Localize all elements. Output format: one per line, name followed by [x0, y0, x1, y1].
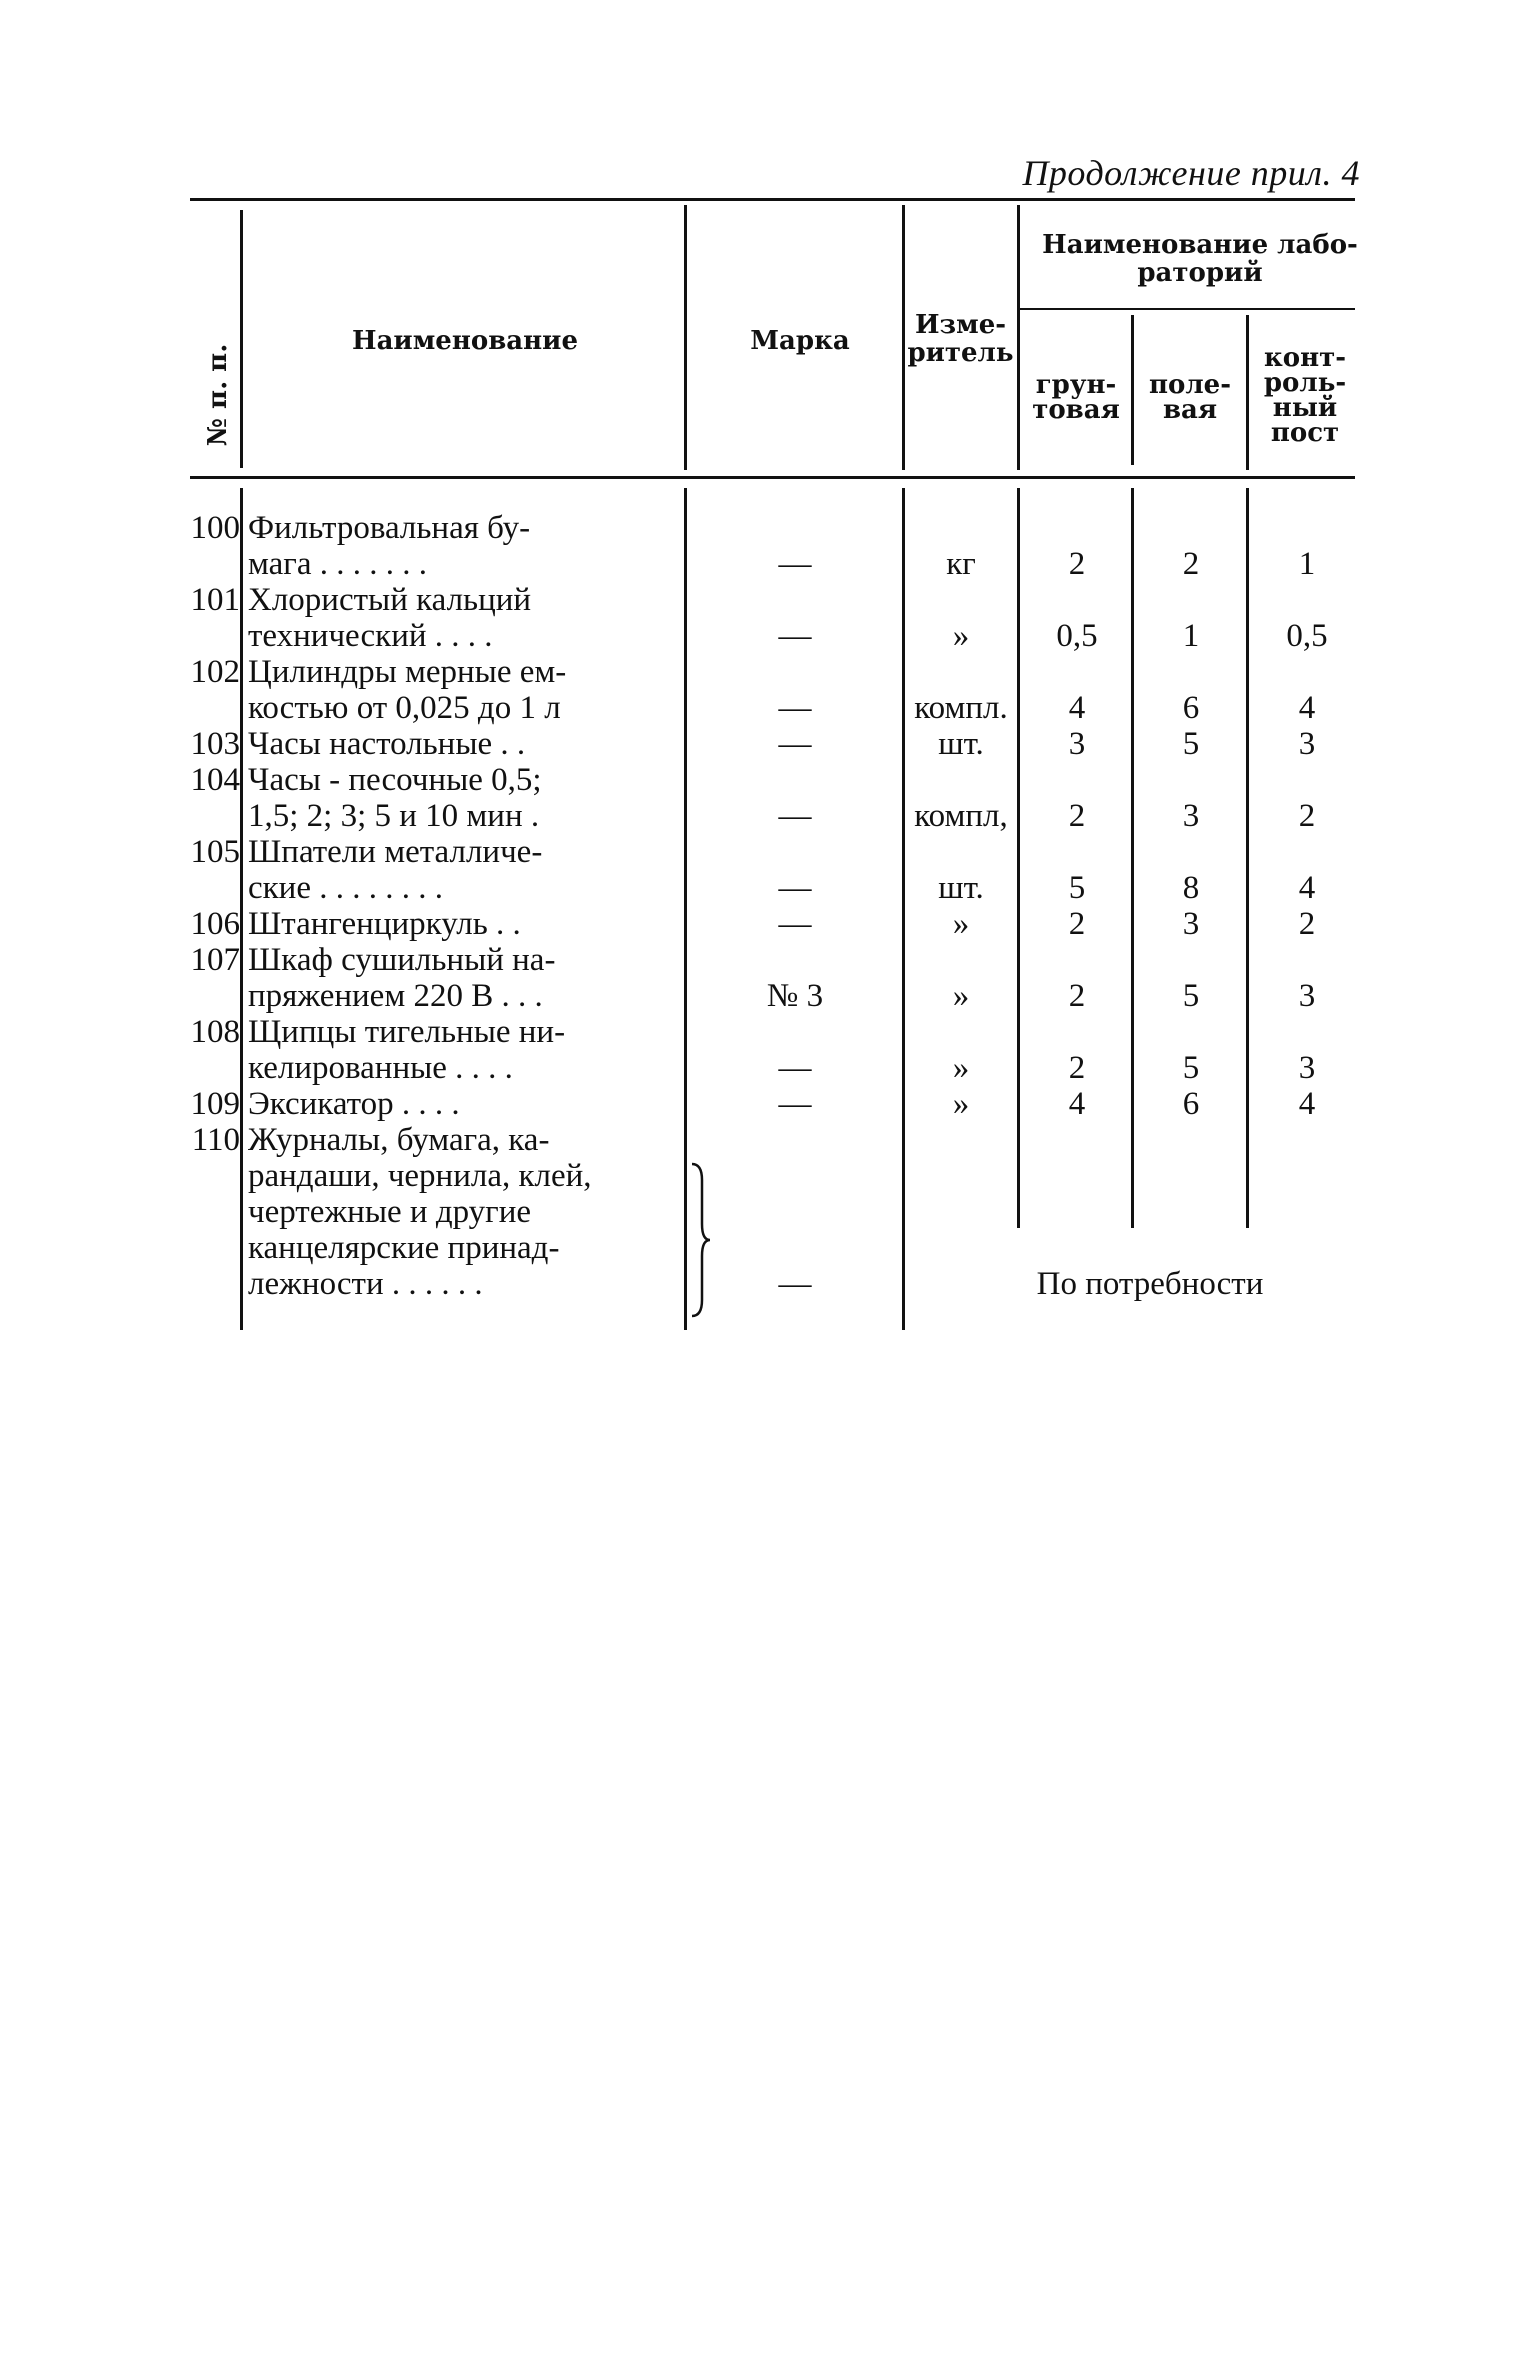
curly-brace-icon [688, 1160, 712, 1320]
lab1-value: 3 [1068, 726, 1086, 762]
item-name-line: 1,5; 2; 3; 5 и 10 мин . [248, 798, 540, 834]
row-number: 108 [190, 1014, 240, 1050]
lab1-value: 4 [1068, 690, 1086, 726]
header-labs-line1: Наименование лабо- [1042, 230, 1358, 260]
lab1-value: 2 [1068, 978, 1086, 1014]
row-number: 107 [190, 942, 240, 978]
lab1-value: 5 [1068, 870, 1086, 906]
row-number: 102 [190, 654, 240, 690]
row-number: 104 [190, 762, 240, 798]
header-num: № п. п. [203, 343, 233, 447]
lab2-value: 6 [1182, 690, 1200, 726]
row-number: 100 [190, 510, 240, 546]
lab2-value: 5 [1182, 1050, 1200, 1086]
page-heading: Продолжение прил. 4 [1022, 153, 1360, 193]
item-unit: компл. [914, 690, 1008, 726]
header-divider [684, 205, 687, 470]
item-mark: — [778, 906, 812, 942]
item-name-line: рандаши, чернила, клей, [248, 1158, 592, 1194]
item-mark: — [778, 546, 812, 582]
item-unit: » [952, 1050, 970, 1086]
item-name-line: мага . . . . . . . [248, 546, 427, 582]
body-divider [240, 488, 243, 1330]
item-unit: кг [946, 546, 976, 582]
item-name-line: Фильтровальная бу- [248, 510, 531, 546]
item-name-line: технический . . . . [248, 618, 493, 654]
item-unit: шт. [938, 726, 984, 762]
item-unit: » [952, 906, 970, 942]
body-divider [1017, 488, 1020, 1228]
item-name-line: келированные . . . . [248, 1050, 513, 1086]
lab3-value: 3 [1298, 978, 1316, 1014]
lab2-value: 5 [1182, 726, 1200, 762]
header-unit-line2: ритель [907, 338, 1014, 368]
item-name-line: Часы - песочные 0,5; [248, 762, 542, 798]
header-bottom-rule [190, 476, 1355, 479]
lab3-value: 2 [1298, 798, 1316, 834]
lab2-value: 6 [1182, 1086, 1200, 1122]
lab2-value: 3 [1182, 798, 1200, 834]
lab3-value: 3 [1298, 1050, 1316, 1086]
lab1-value: 2 [1068, 906, 1086, 942]
header-mark: Марка [750, 326, 850, 356]
item-mark: — [778, 690, 812, 726]
header-lab1-line1: грун- [1035, 370, 1117, 400]
lab2-value: 3 [1182, 906, 1200, 942]
header-name: Наименование [352, 326, 578, 356]
header-lab1-line2: товая [1032, 395, 1120, 425]
item-name-line: чертежные и другие [248, 1194, 532, 1230]
header-lab3-line1: конт- [1263, 343, 1347, 373]
item-mark: — [778, 1050, 812, 1086]
item-name-line: лежности . . . . . . [248, 1266, 483, 1302]
item-unit: шт. [938, 870, 984, 906]
header-labs-line2: раторий [1137, 258, 1263, 288]
lab1-value: 2 [1068, 798, 1086, 834]
lab3-value: 3 [1298, 726, 1316, 762]
item-name-line: Эксикатор . . . . [248, 1086, 460, 1122]
header-lab3-line4: пост [1270, 418, 1340, 448]
lab2-value: 1 [1182, 618, 1200, 654]
table-top-rule [190, 198, 1355, 201]
lab2-value: 2 [1182, 546, 1200, 582]
lab1-value: 2 [1068, 1050, 1086, 1086]
header-unit-line1: Изме- [914, 310, 1007, 340]
item-mark: — [778, 618, 812, 654]
lab2-value: 8 [1182, 870, 1200, 906]
item-name-line: Журналы, бумага, ка- [248, 1122, 550, 1158]
lab1-value: 2 [1068, 546, 1086, 582]
lab3-value: 4 [1298, 690, 1316, 726]
lab1-value: 0,5 [1056, 618, 1098, 654]
item-name-line: костью от 0,025 до 1 л [248, 690, 561, 726]
item-mark: — [778, 870, 812, 906]
item-name-line: пряжением 220 В . . . [248, 978, 543, 1014]
body-divider [684, 488, 687, 1330]
row-number: 101 [190, 582, 240, 618]
item-unit: » [952, 618, 970, 654]
as-needed-value: По потребности [1036, 1266, 1264, 1302]
header-lab2-line2: вая [1162, 395, 1218, 425]
lab3-value: 1 [1298, 546, 1316, 582]
item-mark: — [778, 1086, 812, 1122]
header-lab3-line3: ный [1272, 393, 1338, 423]
item-name-line: Хлористый кальций [248, 582, 532, 618]
row-number: 110 [191, 1122, 240, 1158]
item-name-line: Шпатели металличе- [248, 834, 543, 870]
item-name-line: Щипцы тигельные ни- [248, 1014, 566, 1050]
row-number: 105 [190, 834, 240, 870]
item-unit: » [952, 978, 970, 1014]
header-lab2-line1: поле- [1148, 370, 1232, 400]
header-lab3-line2: роль- [1263, 368, 1347, 398]
item-name-line: Часы настольные . . [248, 726, 526, 762]
lab3-value: 4 [1298, 1086, 1316, 1122]
item-mark: — [778, 798, 812, 834]
body-divider [1246, 488, 1249, 1228]
item-mark: — [778, 726, 812, 762]
item-name-line: Шкаф сушильный на- [248, 942, 556, 978]
row-number: 103 [190, 726, 240, 762]
lab3-value: 4 [1298, 870, 1316, 906]
item-name-line: Цилиндры мерные ем- [248, 654, 567, 690]
item-mark: № 3 [766, 978, 824, 1014]
item-name-line: канцелярские принад- [248, 1230, 560, 1266]
item-unit: компл, [914, 798, 1008, 834]
row-number: 109 [190, 1086, 240, 1122]
header-divider [1246, 315, 1249, 470]
item-name-line: ские . . . . . . . . [248, 870, 443, 906]
lab1-value: 4 [1068, 1086, 1086, 1122]
item-unit: » [952, 1086, 970, 1122]
lab3-value: 2 [1298, 906, 1316, 942]
lab2-value: 5 [1182, 978, 1200, 1014]
item-name-line: Штангенциркуль . . [248, 906, 521, 942]
lab3-value: 0,5 [1286, 618, 1328, 654]
row-number: 106 [190, 906, 240, 942]
labs-sub-rule [1020, 308, 1355, 310]
header-divider [240, 210, 243, 468]
item-mark: — [778, 1266, 812, 1302]
